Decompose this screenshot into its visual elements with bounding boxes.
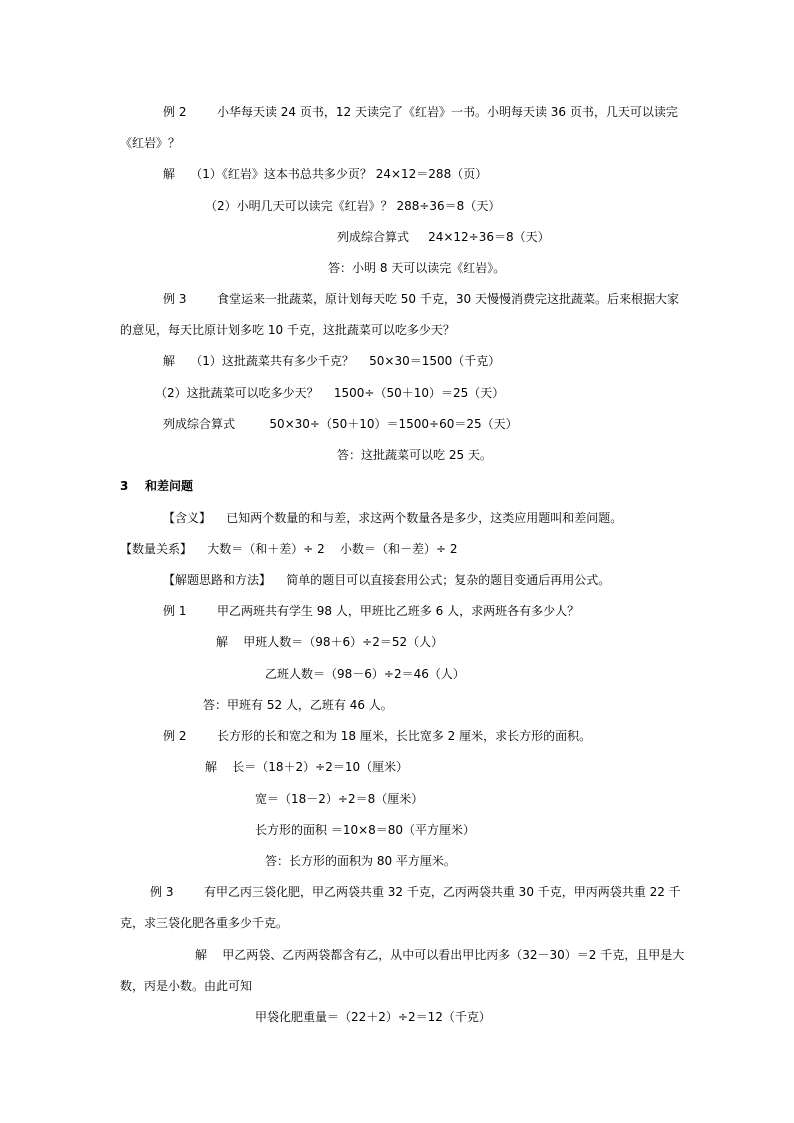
text-line: 乙班人数＝（98－6）÷2＝46（人） [265, 667, 465, 681]
text-line: 解 甲班人数＝（98＋6）÷2＝52（人） [216, 635, 444, 649]
text-line: 甲袋化肥重量＝（22＋2）÷2＝12（千克） [255, 1010, 491, 1024]
text-line: 答：这批蔬菜可以吃 25 天。 [337, 448, 492, 462]
text-line: （2）小明几天可以读完《红岩》？ 288÷36＝8（天） [205, 199, 501, 213]
text-line: 的意见，每天比原计划多吃 10 千克，这批蔬菜可以吃多少天？ [120, 323, 455, 337]
text-line: 列成综合算式 50×30÷（50＋10）＝1500÷60＝25（天） [163, 417, 518, 431]
text-line: 答：小明 8 天可以读完《红岩》。 [328, 261, 506, 275]
section-heading: 3 和差问题 [120, 479, 194, 493]
text-line: 例 3 有甲乙丙三袋化肥，甲乙两袋共重 32 千克，乙丙两袋共重 30 千克，甲丙两袋共重 22 千 [150, 885, 681, 899]
text-line: 数，丙是小数。由此可知 [120, 979, 253, 993]
text-line: 解 （1）这批蔬菜共有多少千克？ 50×30＝1500（千克） [163, 354, 501, 368]
text-line: 克，求三袋化肥各重多少千克。 [120, 916, 289, 930]
text-line: 解 长＝（18＋2）÷2＝10（厘米） [205, 760, 409, 774]
text-line: 例 3 食堂运来一批蔬菜，原计划每天吃 50 千克，30 天慢慢消费完这批蔬菜。后来根据大家 [163, 292, 679, 306]
text-line: 宽＝（18－2）÷2＝8（厘米） [255, 792, 424, 806]
text-line: 例 2 小华每天读 24 页书，12 天读完了《红岩》一书。小明每天读 36 页书，几天可以读完 [163, 105, 678, 119]
text-line: 例 1 甲乙两班共有学生 98 人，甲班比乙班多 6 人，求两班各有多少人？ [163, 604, 580, 618]
text-line: 列成综合算式 24×12÷36＝8（天） [337, 230, 550, 244]
text-line: 例 2 长方形的长和宽之和为 18 厘米，长比宽多 2 厘米，求长方形的面积。 [163, 729, 592, 743]
text-line: 《红岩》？ [120, 136, 181, 150]
text-line: （2）这批蔬菜可以吃多少天？ 1500÷（50＋10）＝25（天） [155, 386, 505, 400]
text-line: 解 甲乙两袋、乙丙两袋都含有乙，从中可以看出甲比丙多（32－30）＝2 千克，且甲是大 [195, 948, 685, 962]
text-line: 【含义】 已知两个数量的和与差，求这两个数量各是多少，这类应用题叫和差问题。 [163, 511, 623, 525]
text-line: 【解题思路和方法】 简单的题目可以直接套用公式；复杂的题目变通后再用公式。 [163, 573, 611, 587]
text-line: 答：甲班有 52 人，乙班有 46 人。 [203, 698, 393, 712]
text-line: 长方形的面积 ＝10×8＝80（平方厘米） [255, 823, 476, 837]
text-line: 答：长方形的面积为 80 平方厘米。 [265, 854, 456, 868]
text-line: 解 （1）《红岩》这本书总共多少页？ 24×12＝288（页） [163, 167, 488, 181]
text-line: 【数量关系】 大数＝（和＋差）÷ 2 小数＝（和－差）÷ 2 [120, 542, 458, 556]
